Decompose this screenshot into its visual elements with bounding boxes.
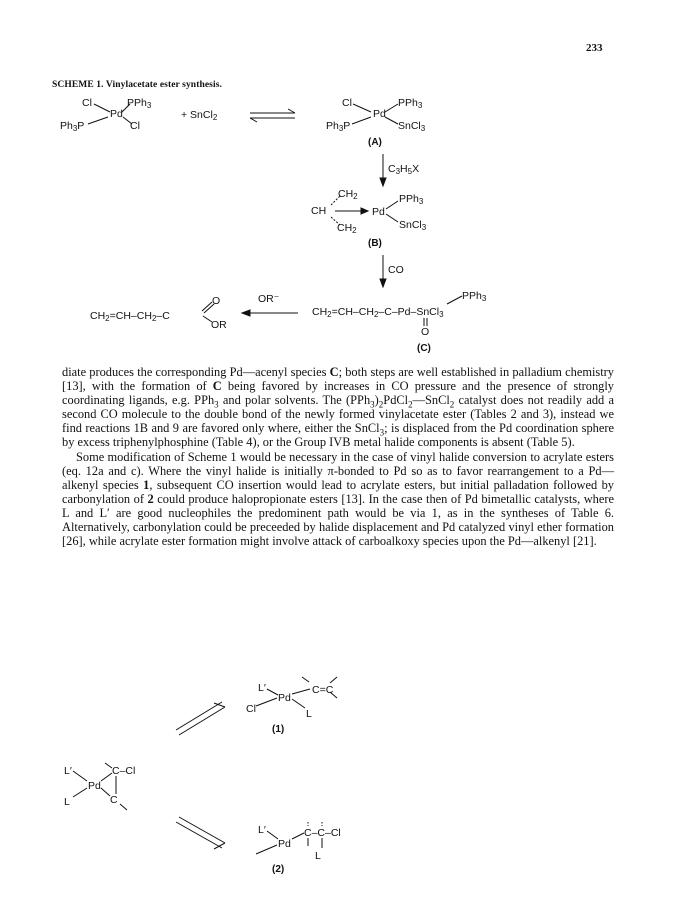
A-label: (A) — [368, 137, 382, 148]
s1-L-prime: L′ — [258, 682, 266, 694]
reaction-arrow-to-1 — [176, 702, 222, 730]
bond — [330, 692, 337, 698]
s2-label: (2) — [272, 864, 285, 875]
scheme-title: SCHEME 1. Vinylacetate ester synthesis. — [52, 80, 222, 90]
A-sncl3: SnCl$_3$ — [398, 120, 426, 133]
s1-alkene: C=C — [312, 684, 334, 696]
B-label: (B) — [368, 238, 382, 249]
reactant-pph3-top: PPh$_3$ — [127, 97, 152, 110]
bond — [330, 677, 337, 683]
reaction-arrow-to-2 — [179, 817, 225, 843]
product-or: OR — [211, 319, 227, 331]
bond — [73, 771, 87, 781]
reagent-co: CO — [388, 264, 404, 276]
s1-pd: Pd — [278, 692, 291, 704]
bond — [292, 699, 305, 708]
reaction-arrow-to-1 — [179, 707, 225, 735]
reagent-c3h5x: $C_3H_5X$ — [388, 163, 420, 176]
product-chain: $CH_2=CH-CH_2-C$ — [90, 310, 170, 323]
bond — [292, 689, 310, 694]
paragraph-2: Some modification of Scheme 1 would be necessary in the case of vinyl halide conversion to acrylate esters (eq. 12a and c). Where the vinyl halide is initially π-bonded to Pd so as to favor rearrangement to a Pd—alkenyl species 1, subsequent CO insertion would lead to acrylate esters, but initial palladation followed by carbonylation of 2 could produce halopropionate esters [13]. In the case then of Pd bimetallic catalysts, where L and L′ are good nucleophiles the predominent path would be via 1, as in the syntheses of Table 6. Alternatively, carbonylation could be preceeded by halide displacement and Pd catalyzed vinyl ether formation [26], while acrylate ester formation might involve attack of carboalkoxy species upon the Pd—alkenyl [21]. — [62, 449, 615, 549]
reactant-cl-top: Cl — [82, 97, 92, 109]
plus-sncl2: + SnCl$_2$ — [181, 109, 218, 122]
reagent-or-minus: OR⁻ — [258, 293, 280, 305]
mid-pd: Pd — [88, 780, 101, 792]
s2-L: L — [315, 850, 321, 862]
B-ch2-top: $CH_2$ — [338, 188, 358, 201]
bond — [101, 773, 112, 781]
C-chain: $CH_2=CH-CH_2-C-Pd-SnCl_3$ — [312, 306, 444, 319]
C-oxygen: O — [421, 326, 430, 338]
A-cl: Cl — [342, 97, 352, 109]
bond — [105, 763, 112, 768]
s2-L-prime: L′ — [258, 824, 266, 836]
reactant-cl-bottom: Cl — [130, 120, 140, 132]
paragraph-1: diate produces the corresponding Pd—acenyl species C; both steps are well established in palladium chemistry [13], with the formation of C being favored by increases in CO pressure and the presence of strongly coordinating ligands, e.g. PPh$_3$ and polar solvents. The $(PPh_3)_2PdCl_2—SnCl_2$ catalyst does not readily add a second CO molecule to the double bond of the newly formed vinylacetate ester (Tables 2 and 3), instead we find reactions 1B and 9 are favored only where, either the SnCl$_3$; is displaced from the Pd coordination sphere by excess triphenylphosphine (Table 4), or the Group IVB metal halide components is absent (Table 5). — [62, 365, 614, 450]
s2-pd: Pd — [278, 838, 291, 850]
bond — [267, 689, 278, 695]
bond — [267, 831, 278, 839]
reactant-ph3p: $Ph_3P$ — [60, 120, 85, 133]
B-ch: CH — [311, 205, 327, 217]
B-pph3: PPh$_3$ — [399, 193, 424, 206]
mid-L-prime: L′ — [64, 765, 72, 777]
s1-L: L — [306, 708, 312, 720]
A-pph3: PPh$_3$ — [398, 97, 423, 110]
page-number: 233 — [586, 42, 603, 54]
mid-L: L — [64, 796, 70, 808]
C-pph3: PPh$_3$ — [462, 290, 487, 303]
B-sncl3: SnCl$_3$ — [399, 219, 427, 232]
bond — [292, 833, 304, 839]
bond — [120, 804, 127, 810]
mid-c-bottom: C — [110, 794, 118, 806]
s1-label: (1) — [272, 724, 285, 735]
product-oxygen: O — [212, 295, 221, 307]
mid-c-cl: C–Cl — [112, 765, 136, 777]
s1-cl: Cl — [246, 703, 256, 715]
s2-chain: C–C–Cl — [304, 827, 341, 839]
A-pd: Pd — [373, 108, 386, 120]
B-ch2-bottom: $CH_2$ — [337, 222, 357, 235]
bond — [302, 677, 309, 682]
bond — [256, 698, 277, 706]
C-label: (C) — [417, 343, 431, 354]
bond — [73, 788, 87, 797]
B-pd: Pd — [372, 206, 385, 218]
A-ph3p: $Ph_3P$ — [326, 120, 351, 133]
bond — [256, 845, 277, 854]
reactant-pd: Pd — [110, 108, 123, 120]
bond — [101, 788, 110, 796]
reaction-arrow-to-2 — [176, 822, 222, 848]
